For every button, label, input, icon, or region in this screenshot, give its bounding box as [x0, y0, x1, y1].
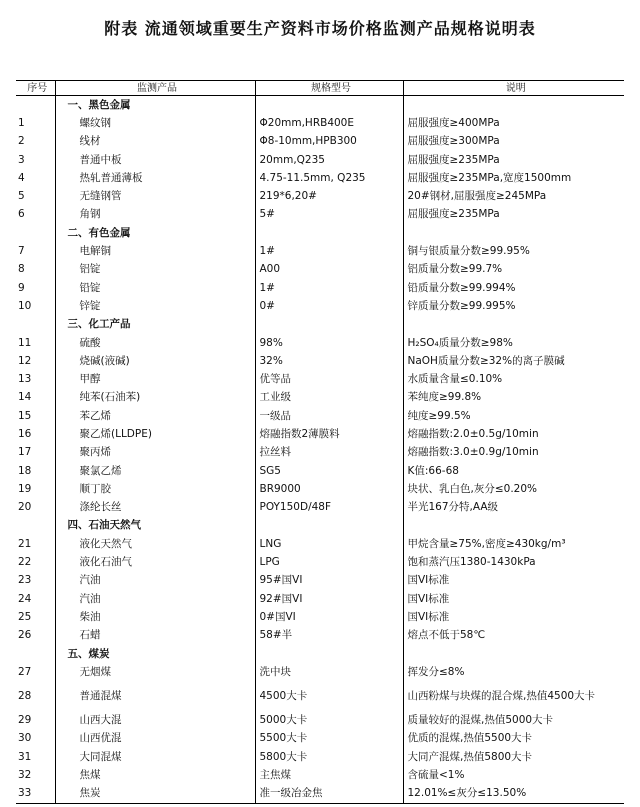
spec-value: 1#	[255, 242, 403, 260]
row-number: 17	[18, 446, 32, 459]
note-value: 熔点不低于58℃	[403, 627, 624, 645]
spec-value: LPG	[255, 553, 403, 571]
product-name: 无烟煤	[55, 663, 255, 681]
spec-value: 98%	[255, 334, 403, 352]
table-row	[16, 407, 624, 425]
table-row	[16, 444, 624, 462]
note-value: 大同产混煤,热值5800大卡	[403, 748, 624, 766]
section-row	[16, 316, 624, 334]
table-row	[16, 663, 624, 681]
row-number: 8	[18, 263, 25, 276]
spec-value: LNG	[255, 535, 403, 553]
table-row	[16, 553, 624, 571]
spec-value: 拉丝料	[255, 444, 403, 462]
spec-value: Φ8-10mm,HPB300	[255, 133, 403, 151]
row-number: 3	[18, 153, 25, 166]
row-number: 24	[18, 592, 32, 605]
spec-value: 92#国VI	[255, 590, 403, 608]
note-value: 块状、乳白色,灰分≤0.20%	[403, 480, 624, 498]
note-value: 国VI标准	[403, 608, 624, 626]
product-name: 聚乙烯(LLDPE)	[55, 425, 255, 443]
product-name: 纯苯(石油苯)	[55, 389, 255, 407]
note-value: 铜与银质量分数≥99.95%	[403, 242, 624, 260]
spec-value: 95#国VI	[255, 572, 403, 590]
spec-table	[16, 80, 624, 804]
row-number: 4	[18, 171, 25, 184]
spec-value: BR9000	[255, 480, 403, 498]
section-title: 一、黑色金属	[55, 96, 255, 115]
row-number: 16	[18, 427, 32, 440]
row-number: 11	[18, 336, 32, 349]
section-row	[16, 645, 624, 663]
table-row	[16, 242, 624, 260]
table-row	[16, 730, 624, 748]
section-spec-cell	[255, 645, 403, 663]
product-name: 线材	[55, 133, 255, 151]
section-no-cell	[16, 645, 55, 663]
table-row	[16, 297, 624, 315]
table-row	[16, 169, 624, 187]
header-no: 序号	[16, 81, 55, 96]
section-no-cell	[16, 224, 55, 242]
section-note-cell	[403, 645, 624, 663]
spec-value: Φ20mm,HRB400E	[255, 114, 403, 132]
note-value: 国VI标准	[403, 590, 624, 608]
product-name: 铅锭	[55, 279, 255, 297]
note-value: 屈服强度≥300MPa	[403, 133, 624, 151]
row-number: 1	[18, 116, 25, 129]
row-number: 6	[18, 208, 25, 221]
row-number: 2	[18, 135, 25, 148]
note-value: 甲烷含量≥75%,密度≥430kg/m³	[403, 535, 624, 553]
row-number: 5	[18, 190, 25, 203]
spec-value: 20mm,Q235	[255, 151, 403, 169]
table-row	[16, 480, 624, 498]
table-row	[16, 133, 624, 151]
product-name: 山西优混	[55, 730, 255, 748]
spec-value: 熔融指数2薄膜料	[255, 425, 403, 443]
note-value: 质量较好的混煤,热值5000大卡	[403, 712, 624, 730]
note-value: 半光167分特,AA级	[403, 499, 624, 517]
spec-value: 5#	[255, 206, 403, 224]
product-name: 柴油	[55, 608, 255, 626]
row-number: 27	[18, 665, 32, 678]
table-row	[16, 151, 624, 169]
table-row	[16, 389, 624, 407]
section-spec-cell	[255, 224, 403, 242]
product-name: 顺丁胶	[55, 480, 255, 498]
note-value: 优质的混煤,热值5500大卡	[403, 730, 624, 748]
note-value: 20#钢材,屈服强度≥245MPa	[403, 187, 624, 205]
product-name: 汽油	[55, 572, 255, 590]
table-row	[16, 712, 624, 730]
table-row	[16, 425, 624, 443]
section-note-cell	[403, 316, 624, 334]
row-number: 21	[18, 537, 32, 550]
table-row	[16, 352, 624, 370]
table-row	[16, 206, 624, 224]
spec-value: SG5	[255, 462, 403, 480]
note-value: K值:66-68	[403, 462, 624, 480]
note-value: 苯纯度≥99.8%	[403, 389, 624, 407]
note-value: 屈服强度≥235MPa	[403, 151, 624, 169]
row-number: 9	[18, 281, 25, 294]
product-name: 焦炭	[55, 785, 255, 804]
table-row	[16, 334, 624, 352]
product-name: 苯乙烯	[55, 407, 255, 425]
table-row	[16, 535, 624, 553]
table-header	[16, 81, 624, 96]
product-name: 聚氯乙烯	[55, 462, 255, 480]
note-value: 铅质量分数≥99.994%	[403, 279, 624, 297]
table-row	[16, 590, 624, 608]
spec-value: POY150D/48F	[255, 499, 403, 517]
spec-value: 4.75-11.5mm, Q235	[255, 169, 403, 187]
table-row	[16, 572, 624, 590]
row-number: 28	[18, 690, 32, 702]
spec-value: 1#	[255, 279, 403, 297]
note-value: NaOH质量分数≥32%的离子膜碱	[403, 352, 624, 370]
spec-value: 工业级	[255, 389, 403, 407]
row-number: 20	[18, 501, 32, 514]
row-number: 23	[18, 574, 32, 587]
row-number: 26	[18, 629, 32, 642]
product-name: 热轧普通薄板	[55, 169, 255, 187]
spec-value: 主焦煤	[255, 766, 403, 784]
note-value: 铝质量分数≥99.7%	[403, 261, 624, 279]
row-number: 14	[18, 391, 32, 404]
section-no-cell	[16, 316, 55, 334]
header-spec: 规格型号	[255, 81, 403, 96]
section-row	[16, 96, 624, 115]
row-number: 31	[18, 750, 32, 763]
row-number: 33	[16, 785, 55, 804]
header-product: 监测产品	[55, 81, 255, 96]
product-name: 普通中板	[55, 151, 255, 169]
spec-value: 58#半	[255, 627, 403, 645]
table-row	[16, 627, 624, 645]
section-spec-cell	[255, 517, 403, 535]
note-value: H₂SO₄质量分数≥98%	[403, 334, 624, 352]
note-value: 含硫量<1%	[403, 766, 624, 784]
note-value: 屈服强度≥400MPa	[403, 114, 624, 132]
row-number: 7	[18, 245, 25, 258]
spec-value: 219*6,20#	[255, 187, 403, 205]
section-title: 四、石油天然气	[55, 517, 255, 535]
table-row	[16, 748, 624, 766]
product-name: 汽油	[55, 590, 255, 608]
table-row	[16, 682, 624, 712]
section-no-cell	[16, 517, 55, 535]
table-row	[16, 499, 624, 517]
table-row	[16, 261, 624, 279]
product-name: 聚丙烯	[55, 444, 255, 462]
note-value: 12.01%≤灰分≤13.50%	[403, 785, 624, 804]
product-name: 普通混煤	[55, 682, 255, 712]
section-row	[16, 517, 624, 535]
product-name: 无缝钢管	[55, 187, 255, 205]
table-row	[16, 114, 624, 132]
note-value: 熔融指数:2.0±0.5g/10min	[403, 425, 624, 443]
table-body	[16, 96, 624, 804]
note-value: 屈服强度≥235MPa,宽度1500mm	[403, 169, 624, 187]
row-number: 10	[18, 299, 32, 312]
table-row	[16, 370, 624, 388]
note-value: 饱和蒸汽压1380-1430kPa	[403, 553, 624, 571]
product-name: 烧碱(液碱)	[55, 352, 255, 370]
note-value: 熔融指数:3.0±0.9g/10min	[403, 444, 624, 462]
section-note-cell	[403, 96, 624, 115]
spec-value: 4500大卡	[255, 682, 403, 712]
product-name: 铝锭	[55, 261, 255, 279]
spec-value: 0#	[255, 297, 403, 315]
row-number: 32	[18, 769, 32, 782]
row-number: 25	[18, 610, 32, 623]
product-name: 液化天然气	[55, 535, 255, 553]
row-number: 15	[18, 409, 32, 422]
product-name: 焦煤	[55, 766, 255, 784]
table-row	[16, 766, 624, 784]
spec-value: 5000大卡	[255, 712, 403, 730]
table-row	[16, 785, 624, 804]
section-note-cell	[403, 224, 624, 242]
note-value: 屈服强度≥235MPa	[403, 206, 624, 224]
header-note: 说明	[403, 81, 624, 96]
spec-value: 5800大卡	[255, 748, 403, 766]
spec-value: 洗中块	[255, 663, 403, 681]
product-name: 石蜡	[55, 627, 255, 645]
note-value: 山西粉煤与块煤的混合煤,热值4500大卡	[403, 682, 624, 712]
row-number: 22	[18, 556, 32, 569]
table-row	[16, 187, 624, 205]
spec-value: 5500大卡	[255, 730, 403, 748]
note-value: 国VI标准	[403, 572, 624, 590]
note-value: 挥发分≤8%	[403, 663, 624, 681]
page-title: 附表 流通领域重要生产资料市场价格监测产品规格说明表	[104, 19, 536, 38]
product-name: 山西大混	[55, 712, 255, 730]
row-number: 12	[18, 354, 32, 367]
section-spec-cell	[255, 96, 403, 115]
product-name: 硫酸	[55, 334, 255, 352]
spec-value: A00	[255, 261, 403, 279]
section-title: 五、煤炭	[55, 645, 255, 663]
note-value: 水质量含量≤0.10%	[403, 370, 624, 388]
section-note-cell	[403, 517, 624, 535]
row-number: 18	[18, 464, 32, 477]
section-title: 二、有色金属	[55, 224, 255, 242]
spec-value: 32%	[255, 352, 403, 370]
product-name: 角钢	[55, 206, 255, 224]
row-number: 13	[18, 373, 32, 386]
note-value: 纯度≥99.5%	[403, 407, 624, 425]
note-value: 锌质量分数≥99.995%	[403, 297, 624, 315]
product-name: 螺纹钢	[55, 114, 255, 132]
row-number: 19	[18, 482, 32, 495]
section-no-cell	[16, 96, 55, 115]
section-title: 三、化工产品	[55, 316, 255, 334]
table-row	[16, 462, 624, 480]
row-number: 29	[18, 714, 32, 727]
section-row	[16, 224, 624, 242]
spec-value: 0#国VI	[255, 608, 403, 626]
product-name: 甲醇	[55, 370, 255, 388]
product-name: 大同混煤	[55, 748, 255, 766]
table-row	[16, 279, 624, 297]
product-name: 涤纶长丝	[55, 499, 255, 517]
product-name: 电解铜	[55, 242, 255, 260]
spec-value: 优等品	[255, 370, 403, 388]
product-name: 液化石油气	[55, 553, 255, 571]
row-number: 30	[18, 732, 32, 745]
section-spec-cell	[255, 316, 403, 334]
spec-value: 一级品	[255, 407, 403, 425]
spec-value: 准一级冶金焦	[255, 785, 403, 804]
product-name: 锌锭	[55, 297, 255, 315]
table-row	[16, 608, 624, 626]
